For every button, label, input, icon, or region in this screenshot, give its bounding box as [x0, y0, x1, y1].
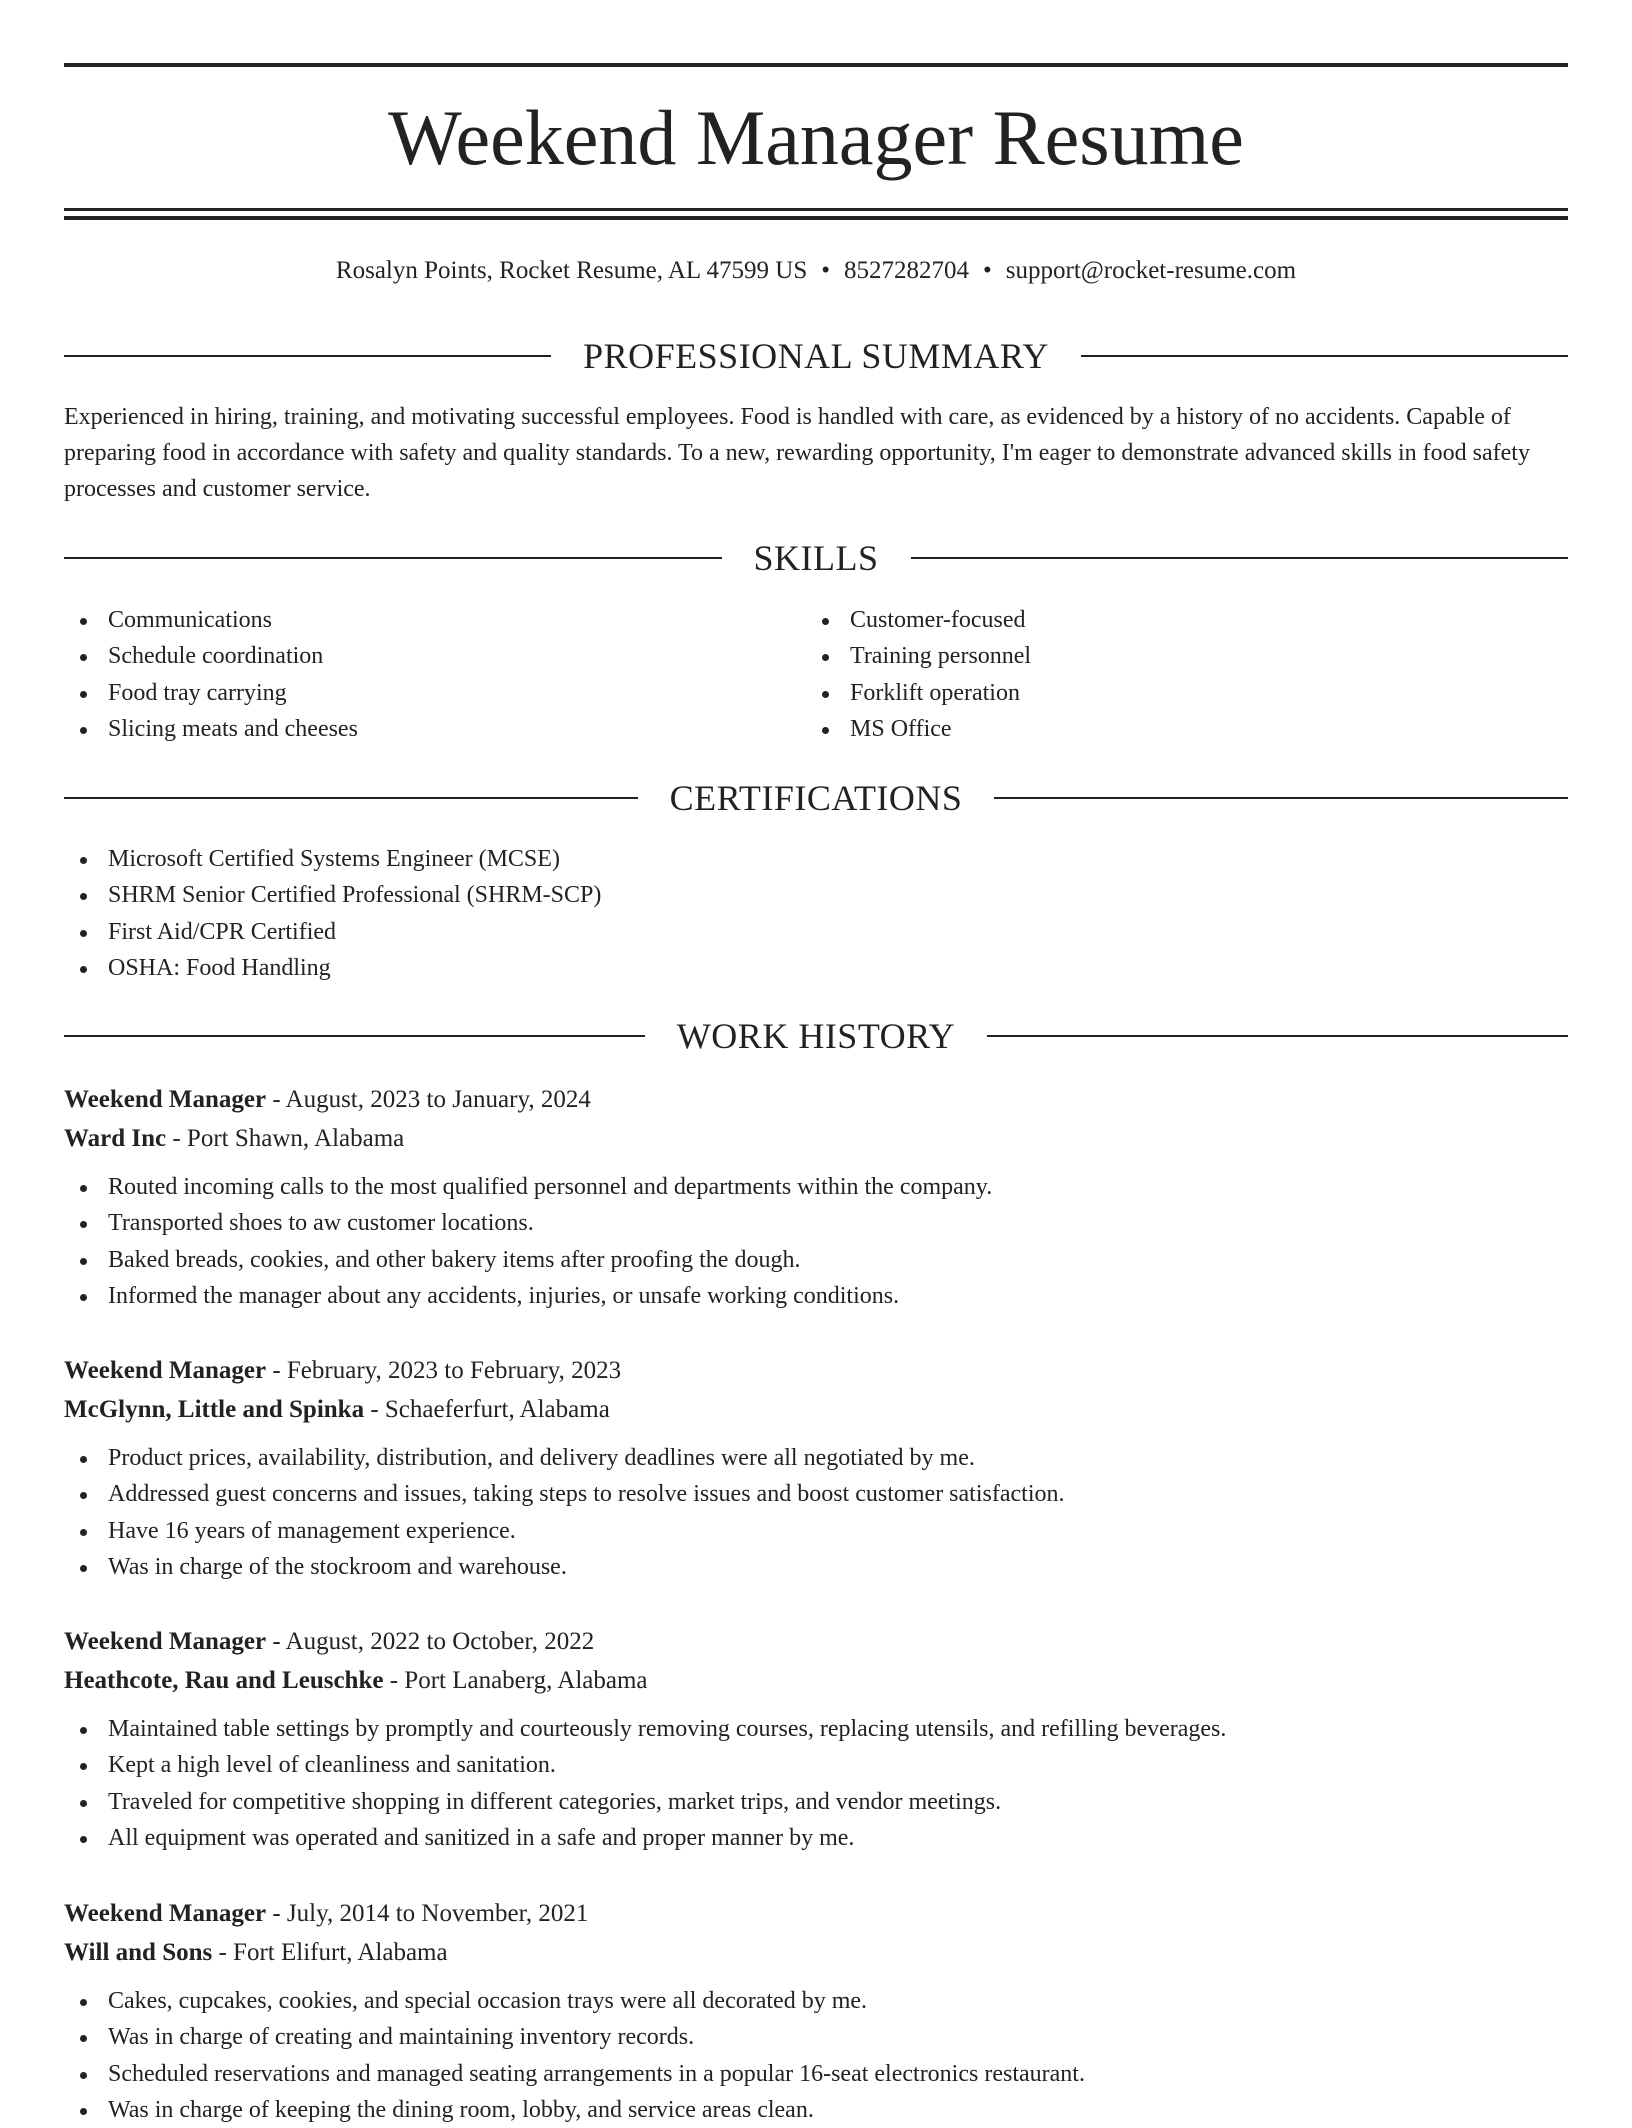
section-title-summary: PROFESSIONAL SUMMARY	[583, 336, 1049, 376]
section-header-skills	[64, 533, 1568, 583]
job-duty-item: Routed incoming calls to the most qualified personnel and departments within the company.	[64, 1169, 1568, 1205]
job-duty-item: Addressed guest concerns and issues, taking steps to resolve issues and boost customer satisfaction.	[64, 1476, 1568, 1512]
job-entry	[64, 1894, 1568, 2128]
job-entry	[64, 1351, 1568, 1585]
job-entry	[64, 1622, 1568, 1856]
skill-item: Food tray carrying	[64, 675, 804, 711]
skill-item: Forklift operation	[806, 675, 1546, 711]
job-title: Weekend Manager	[64, 1628, 267, 1655]
skill-item: Training personnel	[806, 638, 1546, 674]
job-duty-item: Kept a high level of cleanliness and sanitation.	[64, 1747, 1568, 1783]
job-title: Weekend Manager	[64, 1086, 267, 1113]
contact-line	[64, 253, 1568, 289]
job-location: - Port Shawn, Alabama	[166, 1125, 405, 1152]
job-dates: - February, 2023 to February, 2023	[266, 1357, 622, 1384]
section-rule	[64, 797, 638, 799]
section-rule	[911, 557, 1569, 559]
section-rule	[64, 355, 551, 357]
summary-text: Experienced in hiring, training, and motivating successful employees. Food is handled with care, as evidenced by a history of no accidents. Capable of preparing food in accordance with safety and quality standards. To a new, rewarding opportunity, I'm eager to demonstrate advanced skills in food safety processes and customer service.	[64, 404, 1530, 502]
contact-email: support@rocket-resume.com	[1005, 257, 1297, 284]
job-title-line	[64, 1080, 1568, 1119]
job-company-line	[64, 1119, 1568, 1158]
header-rule-top	[64, 63, 1568, 67]
contact-phone: 8527282704	[844, 257, 969, 284]
job-dates: - July, 2014 to November, 2021	[266, 1900, 589, 1927]
section-title-skills: SKILLS	[753, 538, 879, 578]
job-duty-item: All equipment was operated and sanitized in a safe and proper manner by me.	[64, 1820, 1568, 1856]
contact-separator: •	[983, 257, 992, 284]
job-company-line	[64, 1661, 1568, 1700]
job-entry	[64, 1080, 1568, 1314]
section-title-certifications: CERTIFICATIONS	[669, 778, 963, 818]
job-title-line	[64, 1622, 1568, 1661]
section-header-work-history	[64, 1011, 1568, 1061]
contact-address: Rosalyn Points, Rocket Resume, AL 47599 US	[335, 257, 808, 284]
certification-item: First Aid/CPR Certified	[64, 914, 1568, 950]
job-dates: - August, 2023 to January, 2024	[266, 1086, 591, 1113]
skill-item: Slicing meats and cheeses	[64, 711, 804, 747]
job-duty-item: Cakes, cupcakes, cookies, and special occasion trays were all decorated by me.	[64, 1983, 1568, 2019]
job-location: - Fort Elifurt, Alabama	[212, 1939, 448, 1966]
job-title-line	[64, 1351, 1568, 1390]
header-rule-double-upper	[64, 208, 1568, 211]
job-duty-item: Informed the manager about any accidents, injuries, or unsafe working conditions.	[64, 1278, 1568, 1314]
certifications-list	[64, 841, 1568, 986]
section-rule	[64, 1035, 645, 1037]
skill-item: Schedule coordination	[64, 638, 804, 674]
job-company: Heathcote, Rau and Leuschke	[64, 1667, 384, 1694]
section-rule	[64, 557, 722, 559]
skill-item: Customer-focused	[806, 602, 1546, 638]
job-title-line	[64, 1894, 1568, 1933]
job-duty-item: Was in charge of the stockroom and warehouse.	[64, 1549, 1568, 1585]
certification-item: Microsoft Certified Systems Engineer (MCSE)	[64, 841, 1568, 877]
certification-item: SHRM Senior Certified Professional (SHRM-SCP)	[64, 877, 1568, 913]
job-company: Will and Sons	[64, 1939, 213, 1966]
job-title: Weekend Manager	[64, 1357, 267, 1384]
skill-item: Communications	[64, 602, 804, 638]
job-location: - Port Lanaberg, Alabama	[383, 1667, 648, 1694]
job-duties-list	[64, 1711, 1568, 1856]
job-duty-item: Maintained table settings by promptly and courteously removing courses, replacing utensils, and refilling beverages.	[64, 1711, 1568, 1747]
job-duty-item: Was in charge of keeping the dining room, lobby, and service areas clean.	[64, 2092, 1568, 2128]
contact-separator: •	[821, 257, 830, 284]
job-duties-list	[64, 1440, 1568, 1585]
section-header-summary	[64, 331, 1568, 381]
resume-title: Weekend Manager Resume	[388, 94, 1244, 181]
job-company-line	[64, 1933, 1568, 1972]
section-rule	[987, 1035, 1568, 1037]
job-duties-list	[64, 1983, 1568, 2128]
header-rule-double-lower	[64, 216, 1568, 220]
skill-item: MS Office	[806, 711, 1546, 747]
certification-item: OSHA: Food Handling	[64, 950, 1568, 986]
section-title-work-history: WORK HISTORY	[676, 1016, 956, 1056]
job-duty-item: Traveled for competitive shopping in different categories, market trips, and vendor meetings.	[64, 1784, 1568, 1820]
job-duty-item: Transported shoes to aw customer locations.	[64, 1205, 1568, 1241]
job-dates: - August, 2022 to October, 2022	[266, 1628, 595, 1655]
job-duty-item: Product prices, availability, distribution, and delivery deadlines were all negotiated by me.	[64, 1440, 1568, 1476]
skills-list-left	[64, 602, 804, 747]
job-duties-list	[64, 1169, 1568, 1314]
section-header-certifications	[64, 773, 1568, 823]
section-rule	[1081, 355, 1568, 357]
job-duty-item: Baked breads, cookies, and other bakery items after proofing the dough.	[64, 1242, 1568, 1278]
job-company: McGlynn, Little and Spinka	[64, 1396, 365, 1423]
job-duty-item: Was in charge of creating and maintaining inventory records.	[64, 2019, 1568, 2055]
skills-list-right	[806, 602, 1546, 747]
job-title: Weekend Manager	[64, 1900, 267, 1927]
job-company: Ward Inc	[64, 1125, 167, 1152]
job-duty-item: Have 16 years of management experience.	[64, 1513, 1568, 1549]
job-duty-item: Scheduled reservations and managed seating arrangements in a popular 16-seat electronics restaurant.	[64, 2056, 1568, 2092]
job-company-line	[64, 1390, 1568, 1429]
section-rule	[994, 797, 1568, 799]
job-location: - Schaeferfurt, Alabama	[364, 1396, 610, 1423]
